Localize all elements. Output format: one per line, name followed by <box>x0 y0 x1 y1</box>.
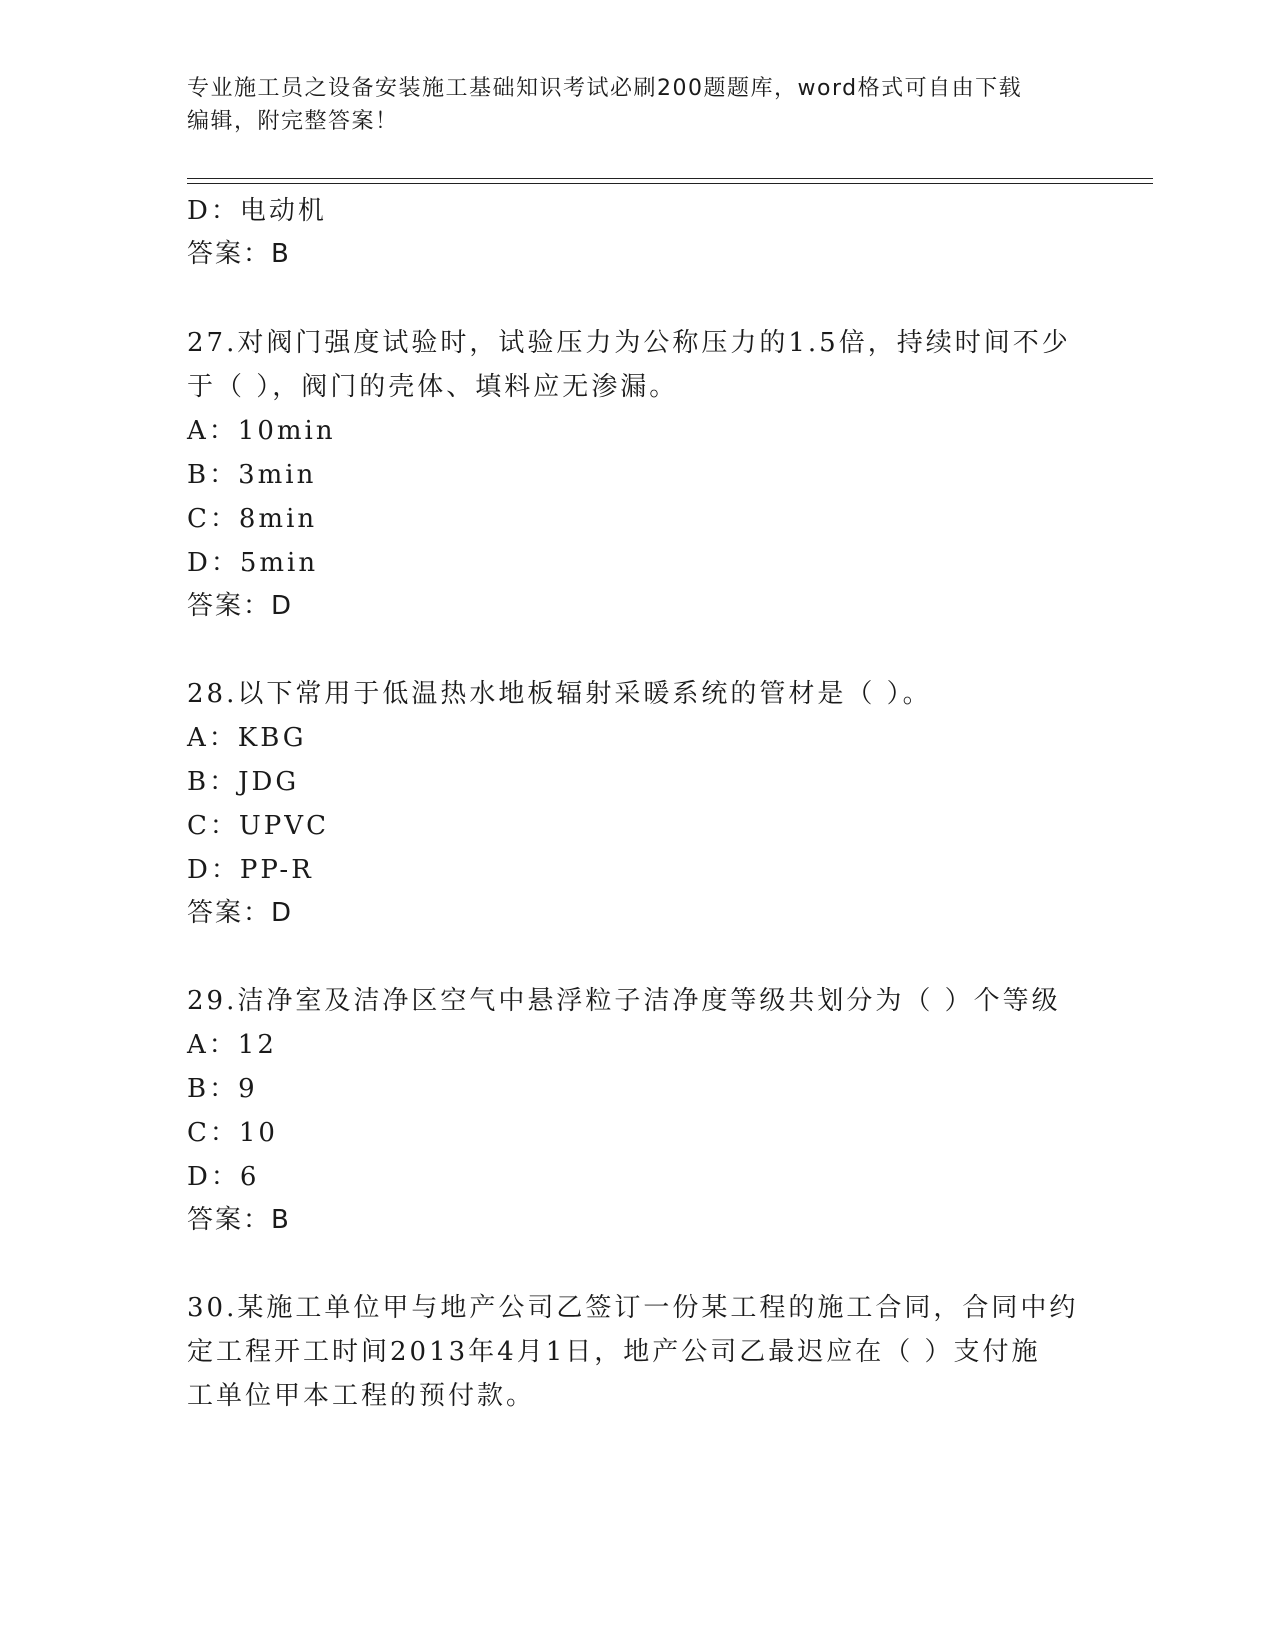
q28-option-a: A：KBG <box>187 723 307 753</box>
header-rule-top <box>187 178 1153 179</box>
q28-answer: 答案：D <box>187 898 294 928</box>
prev-answer: 答案：B <box>187 239 291 269</box>
q27-option-c: C：8min <box>187 504 318 534</box>
q29-option-a: A：12 <box>187 1030 277 1060</box>
q27-stem-line-2: 于（ ），阀门的壳体、填料应无渗漏。 <box>187 372 679 402</box>
q28-stem-line-1: 28.以下常用于低温热水地板辐射采暖系统的管材是（ ）。 <box>187 679 932 709</box>
q30-stem-line-1: 30.某施工单位甲与地产公司乙签订一份某工程的施工合同，合同中约 <box>187 1293 1079 1323</box>
q30-stem-line-3: 工单位甲本工程的预付款。 <box>187 1381 536 1411</box>
q29-option-b: B：9 <box>187 1074 258 1104</box>
q29-stem-line-1: 29.洁净室及洁净区空气中悬浮粒子洁净度等级共划分为（ ）个等级 <box>187 986 1061 1016</box>
page-header <box>187 72 1067 138</box>
q28-option-d: D：PP-R <box>187 855 314 885</box>
q27-answer: 答案：D <box>187 591 294 621</box>
header-line-2: 编辑，附完整答案！ <box>187 109 399 134</box>
header-rule-bottom <box>187 183 1153 184</box>
q27-option-b: B：3min <box>187 460 317 490</box>
q29-option-d: D：6 <box>187 1162 260 1192</box>
q28-option-c: C：UPVC <box>187 811 329 841</box>
q29-option-c: C：10 <box>187 1118 278 1148</box>
header-line-1: 专业施工员之设备安装施工基础知识考试必刷200题题库，word格式可自由下载 <box>187 76 1023 101</box>
prev-option-d: D：电动机 <box>187 196 327 226</box>
q27-option-d: D：5min <box>187 548 319 578</box>
q29-answer: 答案：B <box>187 1205 291 1235</box>
q28-option-b: B：JDG <box>187 767 300 797</box>
q27-stem-line-1: 27.对阀门强度试验时，试验压力为公称压力的1.5倍，持续时间不少 <box>187 328 1071 358</box>
q30-stem-line-2: 定工程开工时间2013年4月1日，地产公司乙最迟应在（ ）支付施 <box>187 1337 1041 1367</box>
q27-option-a: A：10min <box>187 416 336 446</box>
